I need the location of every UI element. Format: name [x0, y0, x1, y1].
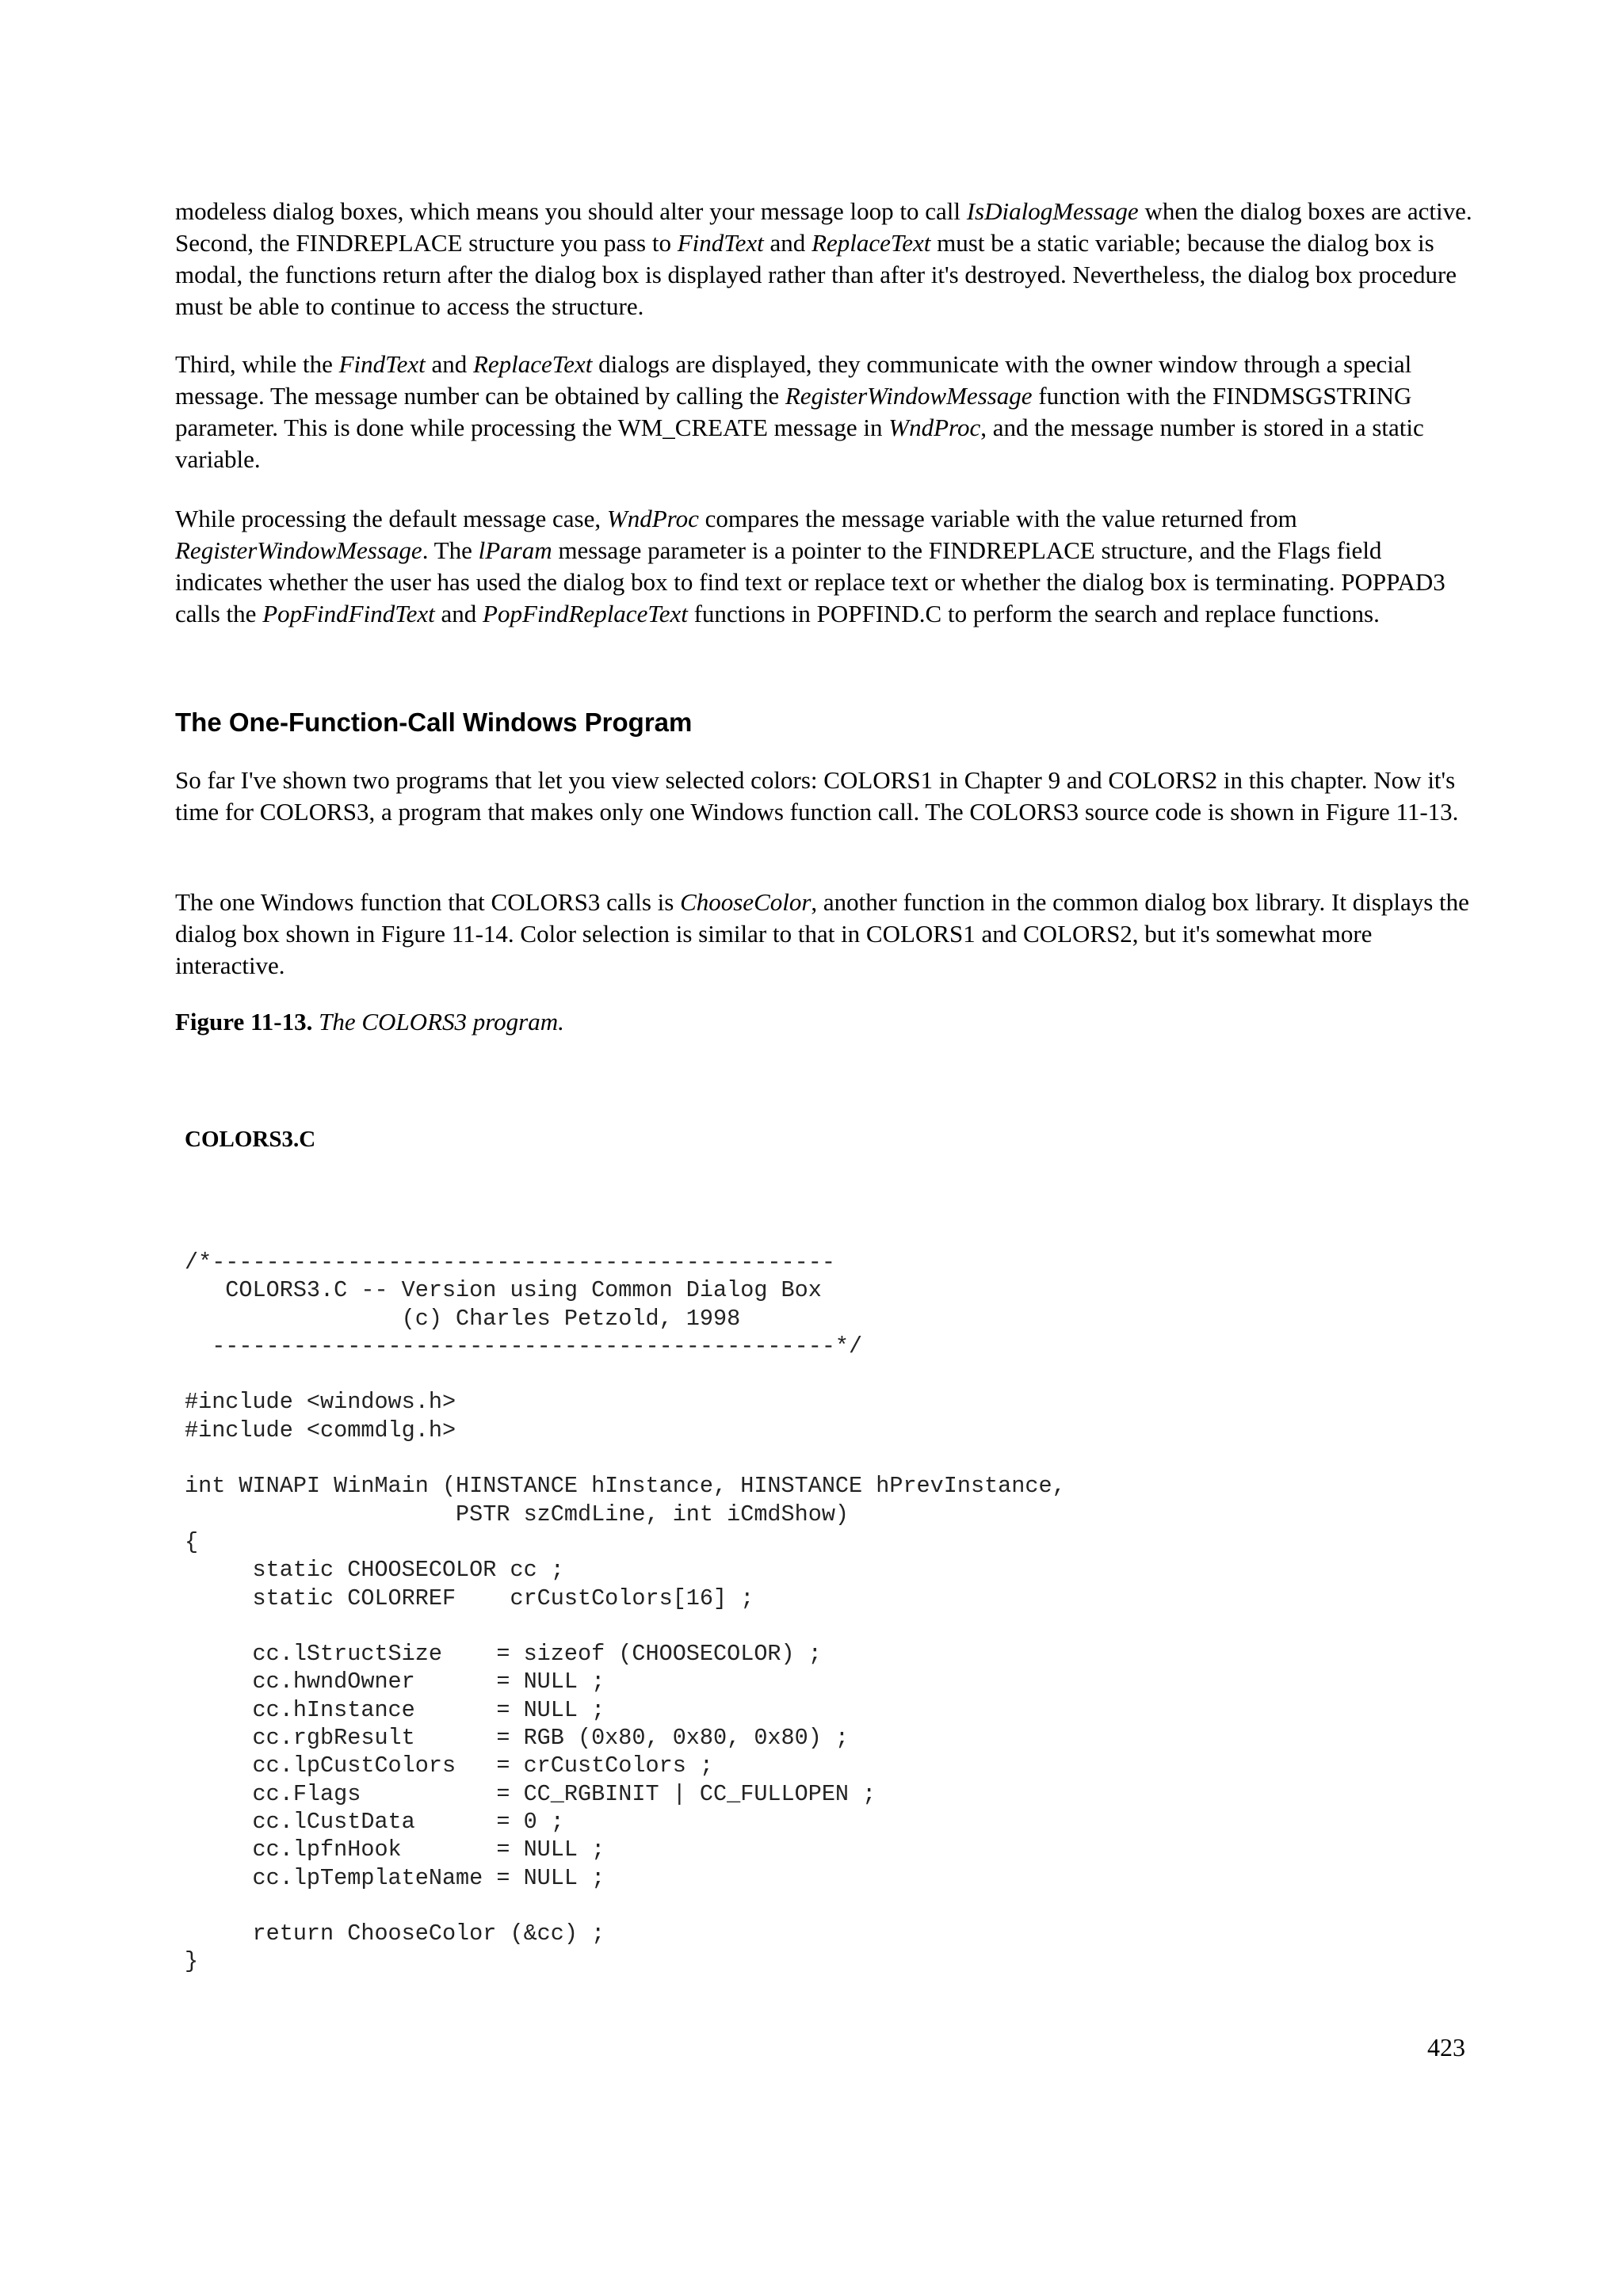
- code-line: int WINAPI WinMain (HINSTANCE hInstance, HINSTANCE hPrevInstance,: [185, 1473, 1066, 1500]
- code-line: cc.hInstance = NULL ;: [185, 1696, 605, 1723]
- italic-term: RegisterWindowMessage: [785, 382, 1033, 410]
- code-line: PSTR szCmdLine, int iCmdShow): [185, 1501, 850, 1527]
- text-run: , another function in the common dialog box library. It displays the dialog box shown in Figure 11-14. Color selection is similar to that in COLORS1 and COLORS2, but it's somewhat more interactive.: [175, 888, 1469, 979]
- code-line: ----------------------------------------------*/: [185, 1333, 863, 1360]
- text-run: message parameter is a pointer to the FINDREPLACE structure, and the Flags field indicates whether the user has used the dialog box to find text or replace text or whether the dialog box is terminating. POPPAD3 calls the: [175, 536, 1445, 627]
- italic-term: WndProc: [606, 505, 699, 532]
- code-line: cc.lCustData = 0 ;: [185, 1808, 564, 1835]
- text-run: , and the message number is stored in a static variable.: [175, 414, 1424, 473]
- figure-title: The COLORS3 program.: [319, 1008, 564, 1035]
- italic-term: FindText: [677, 229, 764, 257]
- code-line: (c) Charles Petzold, 1998: [185, 1305, 741, 1332]
- text-run: function with the FINDMSGSTRING parameter. This is done while processing the WM_CREATE message in: [175, 382, 1412, 441]
- italic-term: ReplaceText: [472, 350, 593, 378]
- text-run: and: [425, 350, 473, 378]
- code-line: cc.lpfnHook = NULL ;: [185, 1836, 605, 1863]
- code-line: #include <commdlg.h>: [185, 1417, 456, 1444]
- italic-term: WndProc: [888, 414, 981, 441]
- code-line: cc.rgbResult = RGB (0x80, 0x80, 0x80) ;: [185, 1725, 850, 1752]
- italic-term: FindText: [338, 350, 426, 378]
- text-run: functions in POPFIND.C to perform the search and replace functions.: [687, 600, 1380, 627]
- text-run: compares the message variable with the value returned from: [698, 505, 1297, 532]
- code-line: static COLORREF crCustColors[16] ;: [185, 1585, 754, 1611]
- code-line: cc.lStructSize = sizeof (CHOOSECOLOR) ;: [185, 1641, 822, 1668]
- code-line: cc.Flags = CC_RGBINIT | CC_FULLOPEN ;: [185, 1780, 876, 1807]
- text-run: must be a static variable; because the dialog box is modal, the functions return after the dialog box is displayed rather than after it's destroyed. Nevertheless, the dialog box procedure must be able to continue to access the structure.: [175, 229, 1457, 320]
- text-run: when the dialog boxes are active. Second, the FINDREPLACE structure you pass to: [175, 197, 1472, 257]
- figure-caption: [175, 1006, 564, 1038]
- paragraph-choosecolor: [175, 887, 1475, 982]
- code-line: cc.hwndOwner = NULL ;: [185, 1669, 605, 1695]
- code-line: return ChooseColor (&cc) ;: [185, 1920, 605, 1947]
- text-run: . The: [422, 536, 479, 564]
- code-listing: [185, 1249, 1066, 1976]
- code-line: /*----------------------------------------------: [185, 1249, 835, 1276]
- italic-term: ReplaceText: [812, 229, 931, 257]
- paragraph-default-message-case: [175, 503, 1475, 630]
- code-line: COLORS3.C -- Version using Common Dialog Box: [185, 1277, 822, 1304]
- italic-term: ChooseColor: [680, 888, 812, 916]
- italic-term: PopFindReplaceText: [483, 600, 688, 627]
- paragraph-modeless-dialogs: [175, 196, 1475, 322]
- paragraph-owner-window-message: [175, 349, 1475, 475]
- italic-term: RegisterWindowMessage: [175, 536, 422, 564]
- italic-term: PopFindFindText: [262, 600, 435, 627]
- text-run: dialogs are displayed, they communicate with the owner window through a special message. The message number can be obtained by calling the: [175, 350, 1412, 410]
- text-run: Third, while the: [175, 350, 339, 378]
- code-line: }: [185, 1948, 199, 1975]
- text-run: and: [434, 600, 483, 627]
- page-number: 423: [1427, 2033, 1465, 2061]
- section-heading: The One-Function-Call Windows Program: [175, 707, 693, 737]
- code-line: #include <windows.h>: [185, 1389, 456, 1416]
- italic-term: IsDialogMessage: [966, 197, 1139, 225]
- code-line: cc.lpCustColors = crCustColors ;: [185, 1753, 714, 1779]
- text-run: modeless dialog boxes, which means you should alter your message loop to call: [175, 197, 967, 225]
- code-filename: COLORS3.C: [185, 1127, 316, 1152]
- text-run: While processing the default message case,: [175, 505, 607, 532]
- code-line: static CHOOSECOLOR cc ;: [185, 1557, 564, 1584]
- text-run: and: [763, 229, 812, 257]
- italic-term: lParam: [478, 536, 552, 564]
- figure-label: Figure 11-13.: [175, 1008, 313, 1035]
- paragraph-colors-programs: So far I've shown two programs that let you view selected colors: COLORS1 in Chapter 9 and COLORS2 in this chapter. Now it's time for COLORS3, a program that makes only one Windows function call. The COLORS3 source code is shown in Figure 11-13.: [175, 766, 1459, 826]
- code-line: {: [185, 1528, 199, 1555]
- text-run: The one Windows function that COLORS3 calls is: [175, 888, 681, 916]
- code-line: cc.lpTemplateName = NULL ;: [185, 1864, 605, 1891]
